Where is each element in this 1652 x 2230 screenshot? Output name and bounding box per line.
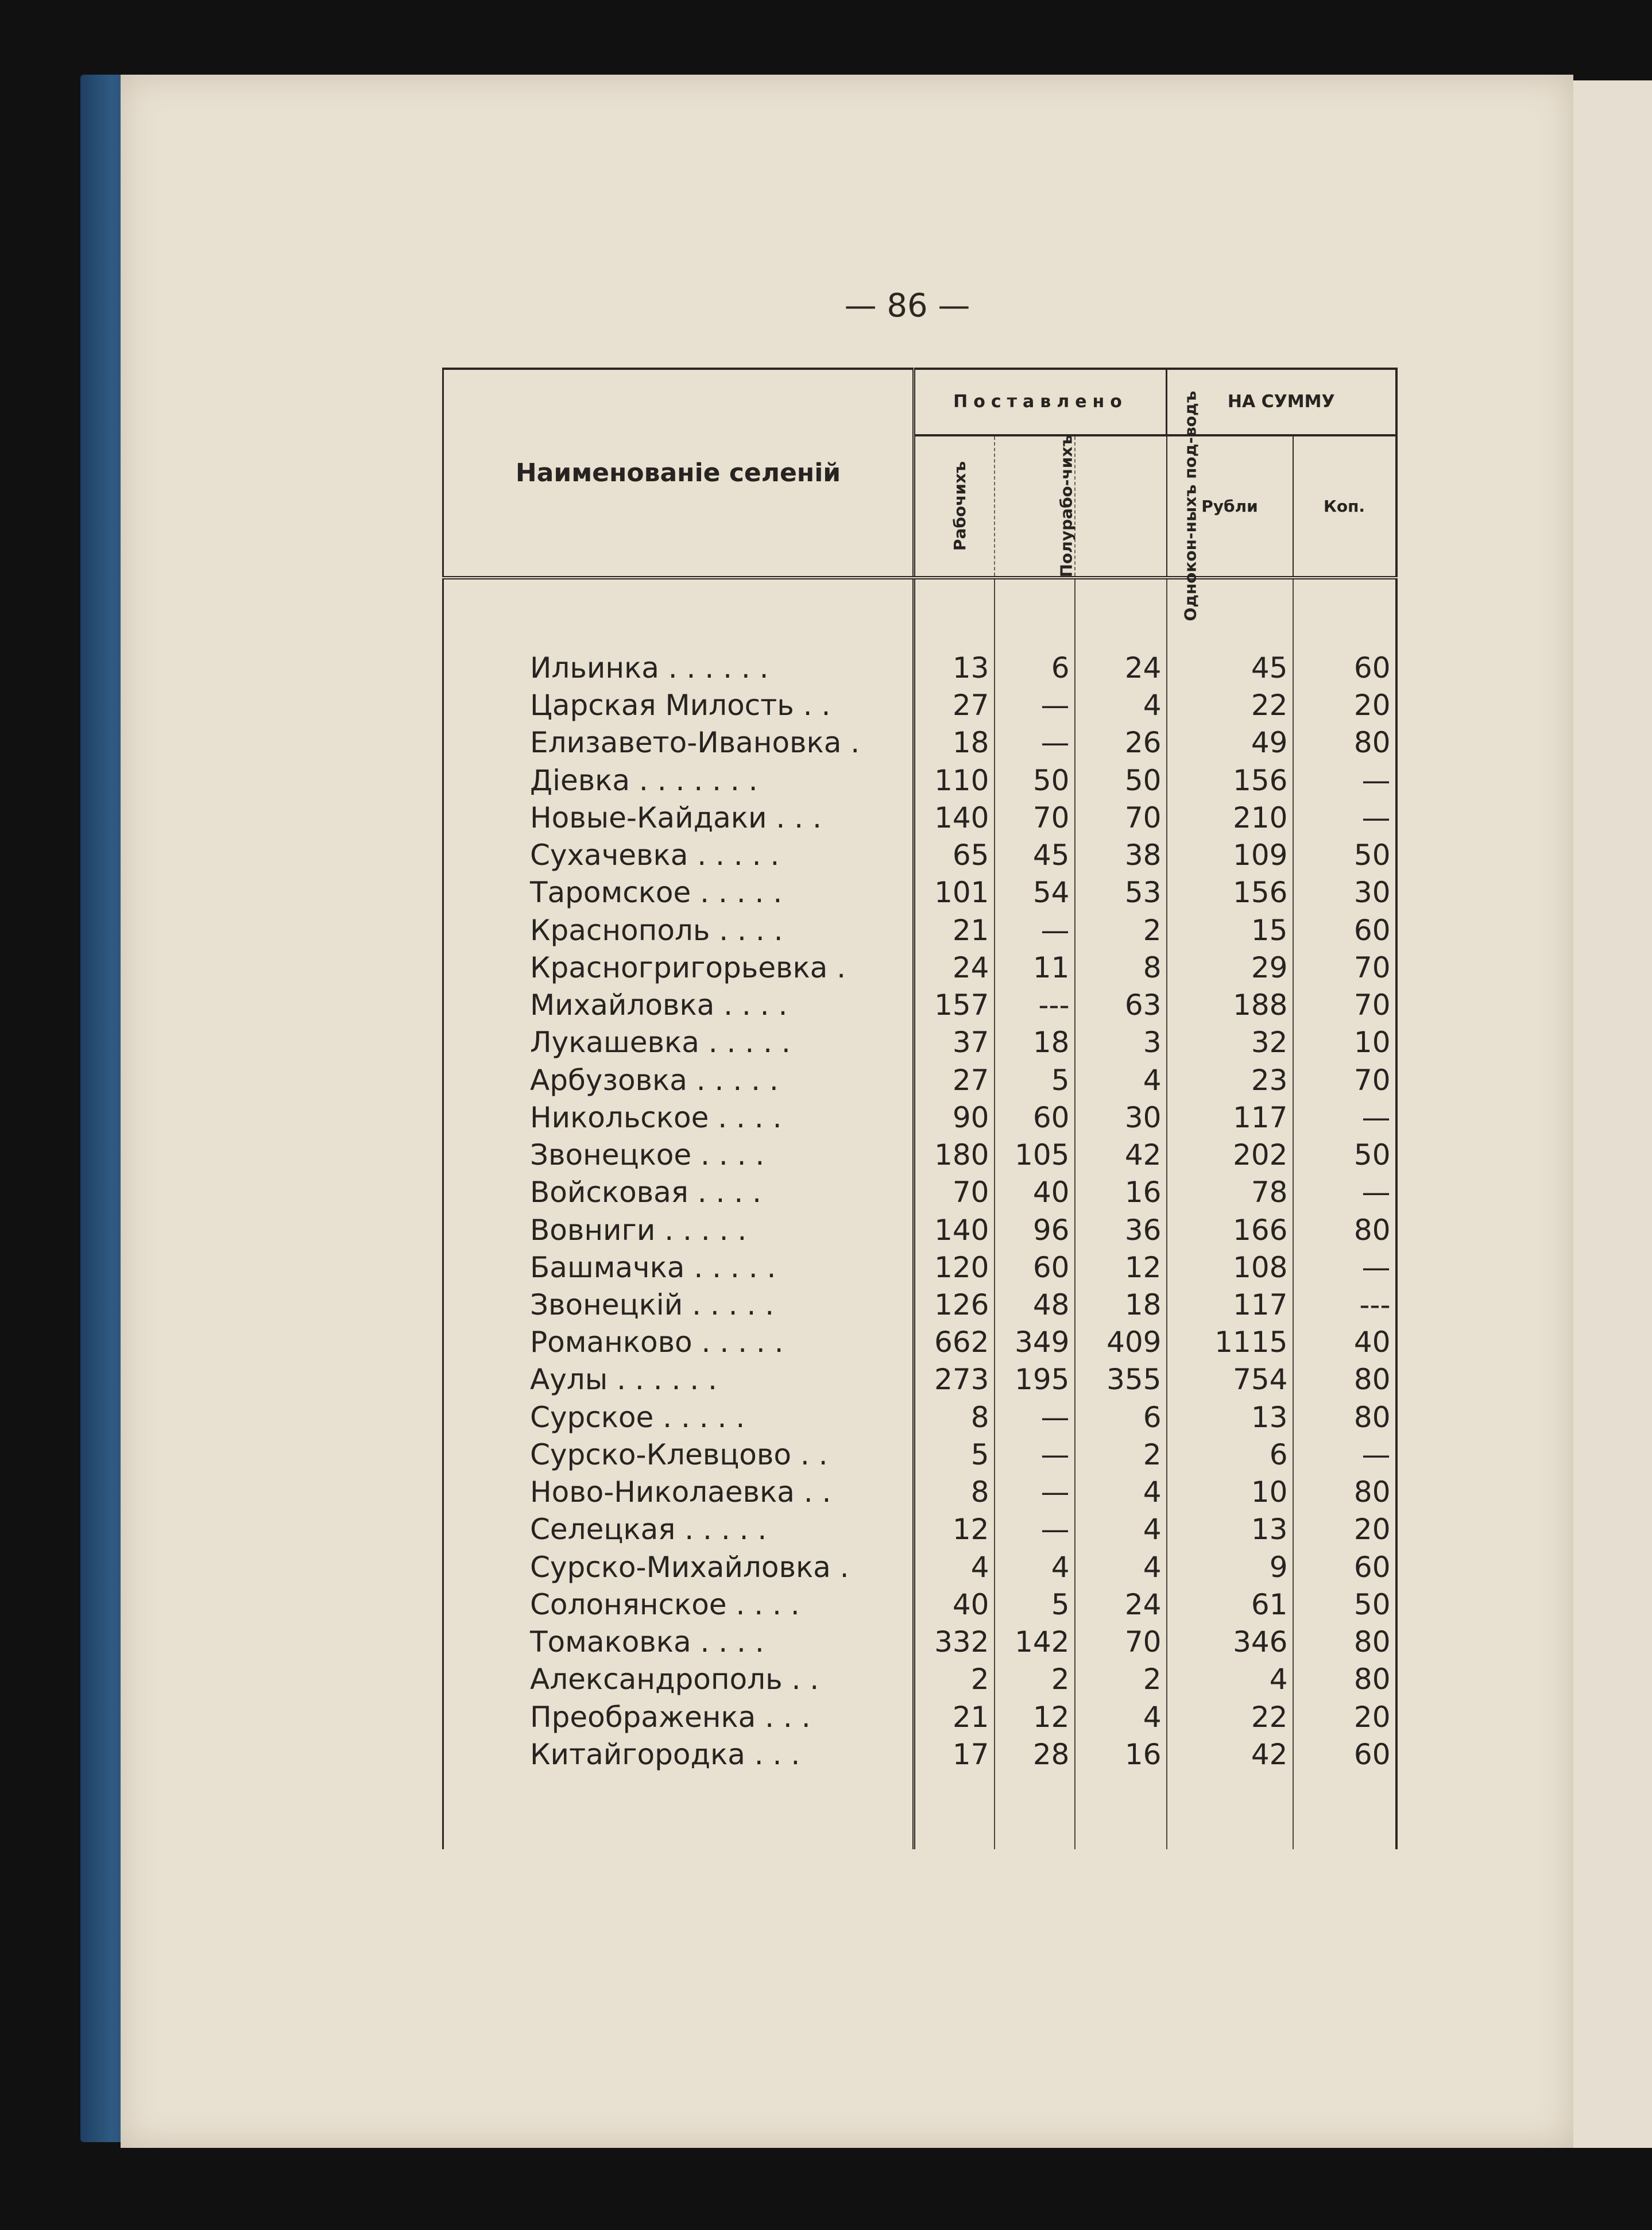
settlement-name: Войсковая . . . . [443,1174,914,1211]
half-workers-count: 142 [995,1624,1075,1661]
table-row [443,1099,1396,1137]
table-row [443,799,1396,837]
table-row [443,1511,1396,1548]
half-workers-count: 28 [995,1736,1075,1773]
workers-count: 101 [914,874,995,911]
workers-count: 13 [914,650,995,687]
half-workers-count: 11 [995,949,1075,987]
rubles-amount: 9 [1167,1549,1293,1586]
next-page-edge [1573,80,1652,2148]
kopecks-amount: — [1293,1249,1396,1286]
rubles-amount: 202 [1167,1137,1293,1174]
table-row [443,650,1396,687]
single-carts-count: 2 [1075,912,1167,949]
kopecks-amount: 80 [1293,1624,1396,1661]
kopecks-amount: — [1293,799,1396,837]
header-sum: НА СУММУ [1167,369,1396,435]
settlement-name: Звонецкое . . . . [443,1137,914,1174]
half-workers-count: 349 [995,1324,1075,1361]
rubles-amount: 754 [1167,1361,1293,1398]
table-row [443,1174,1396,1211]
settlement-name: Селецкая . . . . . [443,1511,914,1548]
single-carts-count: 63 [1075,987,1167,1024]
kopecks-amount: 80 [1293,1661,1396,1698]
single-carts-count: 6 [1075,1399,1167,1436]
kopecks-amount: 50 [1293,1137,1396,1174]
single-carts-count: 355 [1075,1361,1167,1398]
kopecks-amount: 60 [1293,1549,1396,1586]
half-workers-count: 45 [995,837,1075,874]
single-carts-count: 2 [1075,1436,1167,1474]
half-workers-count: — [995,1474,1075,1511]
rubles-amount: 29 [1167,949,1293,987]
kopecks-amount: 70 [1293,949,1396,987]
workers-count: 24 [914,949,995,987]
rubles-amount: 23 [1167,1062,1293,1099]
single-carts-count: 4 [1075,1511,1167,1548]
table-row [443,724,1396,762]
single-carts-count: 16 [1075,1174,1167,1211]
settlement-name: Аулы . . . . . . [443,1361,914,1398]
half-workers-count: — [995,1511,1075,1548]
workers-count: 21 [914,1699,995,1736]
rubles-amount: 13 [1167,1511,1293,1548]
workers-count: 37 [914,1024,995,1061]
workers-count: 662 [914,1324,995,1361]
settlement-name: Сухачевка . . . . . [443,837,914,874]
table-row [443,1624,1396,1661]
settlement-name: Романково . . . . . [443,1324,914,1361]
table-row [443,1661,1396,1698]
settlement-name: Томаковка . . . . [443,1624,914,1661]
settlement-name: Царская Милость . . [443,687,914,724]
kopecks-amount: 30 [1293,874,1396,911]
table-row [443,762,1396,799]
header-row-top [443,369,1396,435]
workers-count: 332 [914,1624,995,1661]
rubles-amount: 45 [1167,650,1293,687]
half-workers-count: --- [995,987,1075,1024]
half-workers-count: 18 [995,1024,1075,1061]
workers-count: 5 [914,1436,995,1474]
half-workers-count: 5 [995,1062,1075,1099]
kopecks-amount: — [1293,1174,1396,1211]
single-carts-count: 53 [1075,874,1167,911]
half-workers-count: 105 [995,1137,1075,1174]
filler-row [443,1773,1396,1849]
workers-count: 27 [914,687,995,724]
single-carts-count: 36 [1075,1212,1167,1249]
workers-count: 120 [914,1249,995,1286]
workers-count: 273 [914,1361,995,1398]
workers-count: 8 [914,1474,995,1511]
table-row [443,1137,1396,1174]
rubles-amount: 49 [1167,724,1293,762]
kopecks-amount: 60 [1293,650,1396,687]
table-row [443,1212,1396,1249]
single-carts-count: 26 [1075,724,1167,762]
kopecks-amount: 50 [1293,1586,1396,1624]
table-row [443,1062,1396,1099]
table-row [443,1399,1396,1436]
rubles-amount: 13 [1167,1399,1293,1436]
table-row [443,1549,1396,1586]
settlement-name: Сурское . . . . . [443,1399,914,1436]
table-row [443,1699,1396,1736]
kopecks-amount: 60 [1293,912,1396,949]
workers-count: 17 [914,1736,995,1773]
single-carts-count: 8 [1075,949,1167,987]
rubles-amount: 210 [1167,799,1293,837]
settlement-name: Сурско-Клевцово . . [443,1436,914,1474]
workers-count: 90 [914,1099,995,1137]
rubles-amount: 109 [1167,837,1293,874]
settlement-name: Арбузовка . . . . . [443,1062,914,1099]
settlement-name: Преображенка . . . [443,1699,914,1736]
kopecks-amount: 20 [1293,687,1396,724]
workers-count: 140 [914,799,995,837]
rubles-amount: 117 [1167,1099,1293,1137]
table-row [443,1024,1396,1061]
kopecks-amount: --- [1293,1286,1396,1324]
header-name: Наименованіе селеній [443,369,914,578]
settlement-name: Михайловка . . . . [443,987,914,1024]
rubles-amount: 42 [1167,1736,1293,1773]
kopecks-amount: 80 [1293,1474,1396,1511]
rubles-amount: 22 [1167,687,1293,724]
half-workers-count: — [995,1436,1075,1474]
header-supplied: Поставлено [914,369,1167,435]
workers-count: 70 [914,1174,995,1211]
table-row [443,1736,1396,1773]
half-workers-count: 195 [995,1361,1075,1398]
rubles-amount: 78 [1167,1174,1293,1211]
rubles-amount: 6 [1167,1436,1293,1474]
single-carts-count: 2 [1075,1661,1167,1698]
settlement-name: Краснополь . . . . [443,912,914,949]
settlement-name: Ильинка . . . . . . [443,650,914,687]
single-carts-count: 18 [1075,1286,1167,1324]
single-carts-count: 4 [1075,1062,1167,1099]
half-workers-count: 48 [995,1286,1075,1324]
half-workers-count: 6 [995,650,1075,687]
rubles-amount: 108 [1167,1249,1293,1286]
rubles-amount: 61 [1167,1586,1293,1624]
single-carts-count: 70 [1075,799,1167,837]
half-workers-count: 12 [995,1699,1075,1736]
table-row [443,949,1396,987]
half-workers-count: 96 [995,1212,1075,1249]
rubles-amount: 346 [1167,1624,1293,1661]
workers-count: 12 [914,1511,995,1548]
single-carts-count: 409 [1075,1324,1167,1361]
kopecks-amount: 50 [1293,837,1396,874]
kopecks-amount: 60 [1293,1736,1396,1773]
rubles-amount: 22 [1167,1699,1293,1736]
half-workers-count: — [995,724,1075,762]
table-row [443,1249,1396,1286]
header-kopecks: Коп. [1293,435,1396,578]
rubles-amount: 166 [1167,1212,1293,1249]
settlement-name: Ново-Николаевка . . [443,1474,914,1511]
table-row [443,687,1396,724]
table-row [443,1361,1396,1398]
kopecks-amount: 80 [1293,1399,1396,1436]
single-carts-count: 16 [1075,1736,1167,1773]
table-row [443,1286,1396,1324]
workers-count: 27 [914,1062,995,1099]
half-workers-count: — [995,687,1075,724]
workers-count: 8 [914,1399,995,1436]
kopecks-amount: 70 [1293,987,1396,1024]
single-carts-count: 4 [1075,687,1167,724]
half-workers-count: 50 [995,762,1075,799]
kopecks-amount: 40 [1293,1324,1396,1361]
rubles-amount: 117 [1167,1286,1293,1324]
table-row [443,1436,1396,1474]
page-number: — 86 — [844,287,970,324]
half-workers-count: 2 [995,1661,1075,1698]
header-single-carts: Однокон-ныхъ под-водъ [1075,435,1167,578]
single-carts-count: 4 [1075,1699,1167,1736]
settlement-name: Александрополь . . [443,1661,914,1698]
workers-count: 110 [914,762,995,799]
kopecks-amount: — [1293,762,1396,799]
table-row [443,874,1396,911]
settlements-table [442,368,1398,1849]
single-carts-count: 38 [1075,837,1167,874]
settlement-name: Новые-Кайдаки . . . [443,799,914,837]
rubles-amount: 1115 [1167,1324,1293,1361]
half-workers-count: 40 [995,1174,1075,1211]
settlement-name: Башмачка . . . . . [443,1249,914,1286]
rubles-amount: 4 [1167,1661,1293,1698]
rubles-amount: 10 [1167,1474,1293,1511]
table-row [443,912,1396,949]
kopecks-amount: 10 [1293,1024,1396,1061]
kopecks-amount: 80 [1293,1212,1396,1249]
single-carts-count: 4 [1075,1474,1167,1511]
workers-count: 40 [914,1586,995,1624]
workers-count: 126 [914,1286,995,1324]
half-workers-count: 70 [995,799,1075,837]
single-carts-count: 4 [1075,1549,1167,1586]
half-workers-count: 5 [995,1586,1075,1624]
settlement-name: Никольское . . . . [443,1099,914,1137]
half-workers-count: 4 [995,1549,1075,1586]
half-workers-count: 60 [995,1249,1075,1286]
kopecks-amount: 20 [1293,1511,1396,1548]
workers-count: 4 [914,1549,995,1586]
workers-count: 157 [914,987,995,1024]
workers-count: 18 [914,724,995,762]
settlement-name: Звонецкій . . . . . [443,1286,914,1324]
rubles-amount: 15 [1167,912,1293,949]
settlement-name: Таромское . . . . . [443,874,914,911]
table-row [443,837,1396,874]
workers-count: 21 [914,912,995,949]
single-carts-count: 3 [1075,1024,1167,1061]
spacer-row [443,578,1396,650]
settlement-name: Вовниги . . . . . [443,1212,914,1249]
single-carts-count: 24 [1075,650,1167,687]
kopecks-amount: — [1293,1436,1396,1474]
workers-count: 180 [914,1137,995,1174]
table-row [443,1586,1396,1624]
table-row [443,1474,1396,1511]
settlement-name: Солонянское . . . . [443,1586,914,1624]
single-carts-count: 12 [1075,1249,1167,1286]
settlement-name: Елизавето-Ивановка . [443,724,914,762]
half-workers-count: — [995,1399,1075,1436]
settlement-name: Сурско-Михайловка . [443,1549,914,1586]
single-carts-count: 70 [1075,1624,1167,1661]
rubles-amount: 156 [1167,762,1293,799]
single-carts-count: 30 [1075,1099,1167,1137]
kopecks-amount: 80 [1293,1361,1396,1398]
table-row [443,1324,1396,1361]
header-rubles: Рубли [1167,435,1293,578]
workers-count: 65 [914,837,995,874]
half-workers-count: — [995,912,1075,949]
kopecks-amount: 70 [1293,1062,1396,1099]
workers-count: 2 [914,1661,995,1698]
half-workers-count: 60 [995,1099,1075,1137]
rubles-amount: 188 [1167,987,1293,1024]
kopecks-amount: — [1293,1099,1396,1137]
workers-count: 140 [914,1212,995,1249]
single-carts-count: 24 [1075,1586,1167,1624]
rubles-amount: 32 [1167,1024,1293,1061]
settlement-name: Лукашевка . . . . . [443,1024,914,1061]
single-carts-count: 42 [1075,1137,1167,1174]
table-row [443,987,1396,1024]
kopecks-amount: 80 [1293,724,1396,762]
settlement-name: Китайгородка . . . [443,1736,914,1773]
rubles-amount: 156 [1167,874,1293,911]
header-workers: Рабочихъ [914,435,995,578]
header-half-workers: Полурабо-чихъ [995,435,1075,578]
settlement-name: Діевка . . . . . . . [443,762,914,799]
settlement-name: Красногригорьевка . [443,949,914,987]
single-carts-count: 50 [1075,762,1167,799]
kopecks-amount: 20 [1293,1699,1396,1736]
half-workers-count: 54 [995,874,1075,911]
